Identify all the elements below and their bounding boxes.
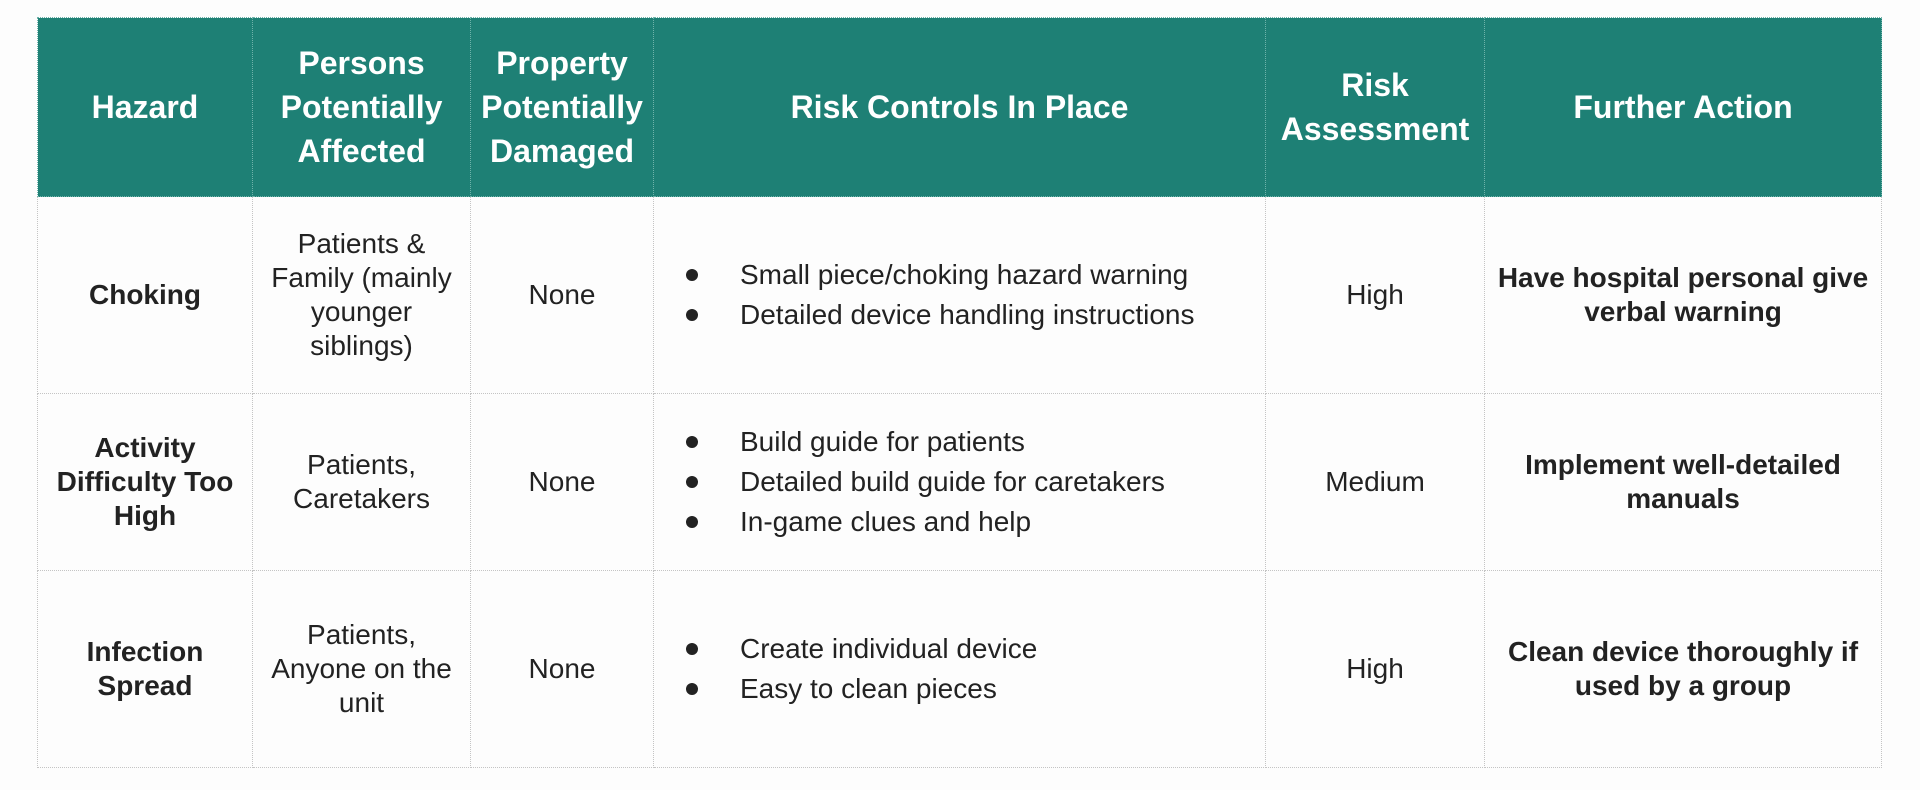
bullet-icon (686, 516, 698, 528)
header-further-action (1485, 18, 1882, 197)
bullet-icon (686, 683, 698, 695)
header-property-line-1: Property (496, 45, 628, 81)
header-property-line-2: Potentially (481, 89, 643, 125)
action-cell: Clean device thoroughly if used by a group (1485, 571, 1882, 768)
controls-cell (654, 394, 1266, 571)
header-hazard (38, 18, 253, 197)
list-item (686, 669, 1257, 709)
list-item (686, 422, 1257, 462)
header-property-damaged (471, 18, 654, 197)
control-text: Detailed build guide for caretakers (740, 466, 1165, 497)
hazard-cell: Choking (38, 197, 253, 394)
assessment-cell: High (1266, 197, 1485, 394)
header-persons-line-2: Potentially (280, 89, 443, 125)
table-row (38, 394, 1882, 571)
controls-cell (654, 571, 1266, 768)
bullet-icon (686, 436, 698, 448)
header-property-line-3: Damaged (489, 133, 635, 169)
control-text: Create individual device (740, 633, 1038, 664)
persons-cell: Patients, Anyone on the unit (253, 571, 471, 768)
bullet-icon (686, 476, 698, 488)
property-cell: None (471, 394, 654, 571)
control-text: Build guide for patients (740, 426, 1025, 457)
header-hazard-line: Hazard (91, 89, 199, 125)
list-item (686, 629, 1257, 669)
assessment-cell: Medium (1266, 394, 1485, 571)
header-risk-assessment (1266, 18, 1485, 197)
bullet-icon (686, 309, 698, 321)
property-cell: None (471, 197, 654, 394)
property-cell: None (471, 571, 654, 768)
header-controls-line: Risk Controls In Place (790, 89, 1129, 125)
header-risk-controls (654, 18, 1266, 197)
controls-list (686, 255, 1257, 335)
header-persons-line-3: Affected (297, 133, 426, 169)
risk-assessment-table-container (37, 17, 1881, 768)
controls-list (686, 629, 1257, 709)
bullet-icon (686, 643, 698, 655)
control-text: Small piece/choking hazard warning (740, 259, 1189, 290)
persons-cell: Patients, Caretakers (253, 394, 471, 571)
control-text: Easy to clean pieces (740, 673, 997, 704)
hazard-cell: Activity Difficulty Too High (38, 394, 253, 571)
action-cell: Have hospital personal give verbal warning (1485, 197, 1882, 394)
bullet-icon (686, 269, 698, 281)
list-item (686, 462, 1257, 502)
assessment-cell: High (1266, 571, 1485, 768)
header-persons-affected (253, 18, 471, 197)
list-item (686, 295, 1257, 335)
header-row (38, 18, 1882, 197)
header-persons-line-1: Persons (298, 45, 425, 81)
controls-list (686, 422, 1257, 542)
hazard-cell: Infection Spread (38, 571, 253, 768)
control-text: Detailed device handling instructions (740, 299, 1195, 330)
control-text: In-game clues and help (740, 506, 1032, 537)
action-cell: Implement well-detailed manuals (1485, 394, 1882, 571)
table-row (38, 197, 1882, 394)
header-assessment-line-2: Assessment (1280, 111, 1470, 147)
persons-cell: Patients & Family (mainly younger siblings) (253, 197, 471, 394)
list-item (686, 255, 1257, 295)
table-row (38, 571, 1882, 768)
controls-cell (654, 197, 1266, 394)
risk-assessment-table (37, 17, 1882, 768)
header-action-line: Further Action (1573, 89, 1793, 125)
header-assessment-line-1: Risk (1341, 67, 1409, 103)
list-item (686, 502, 1257, 542)
